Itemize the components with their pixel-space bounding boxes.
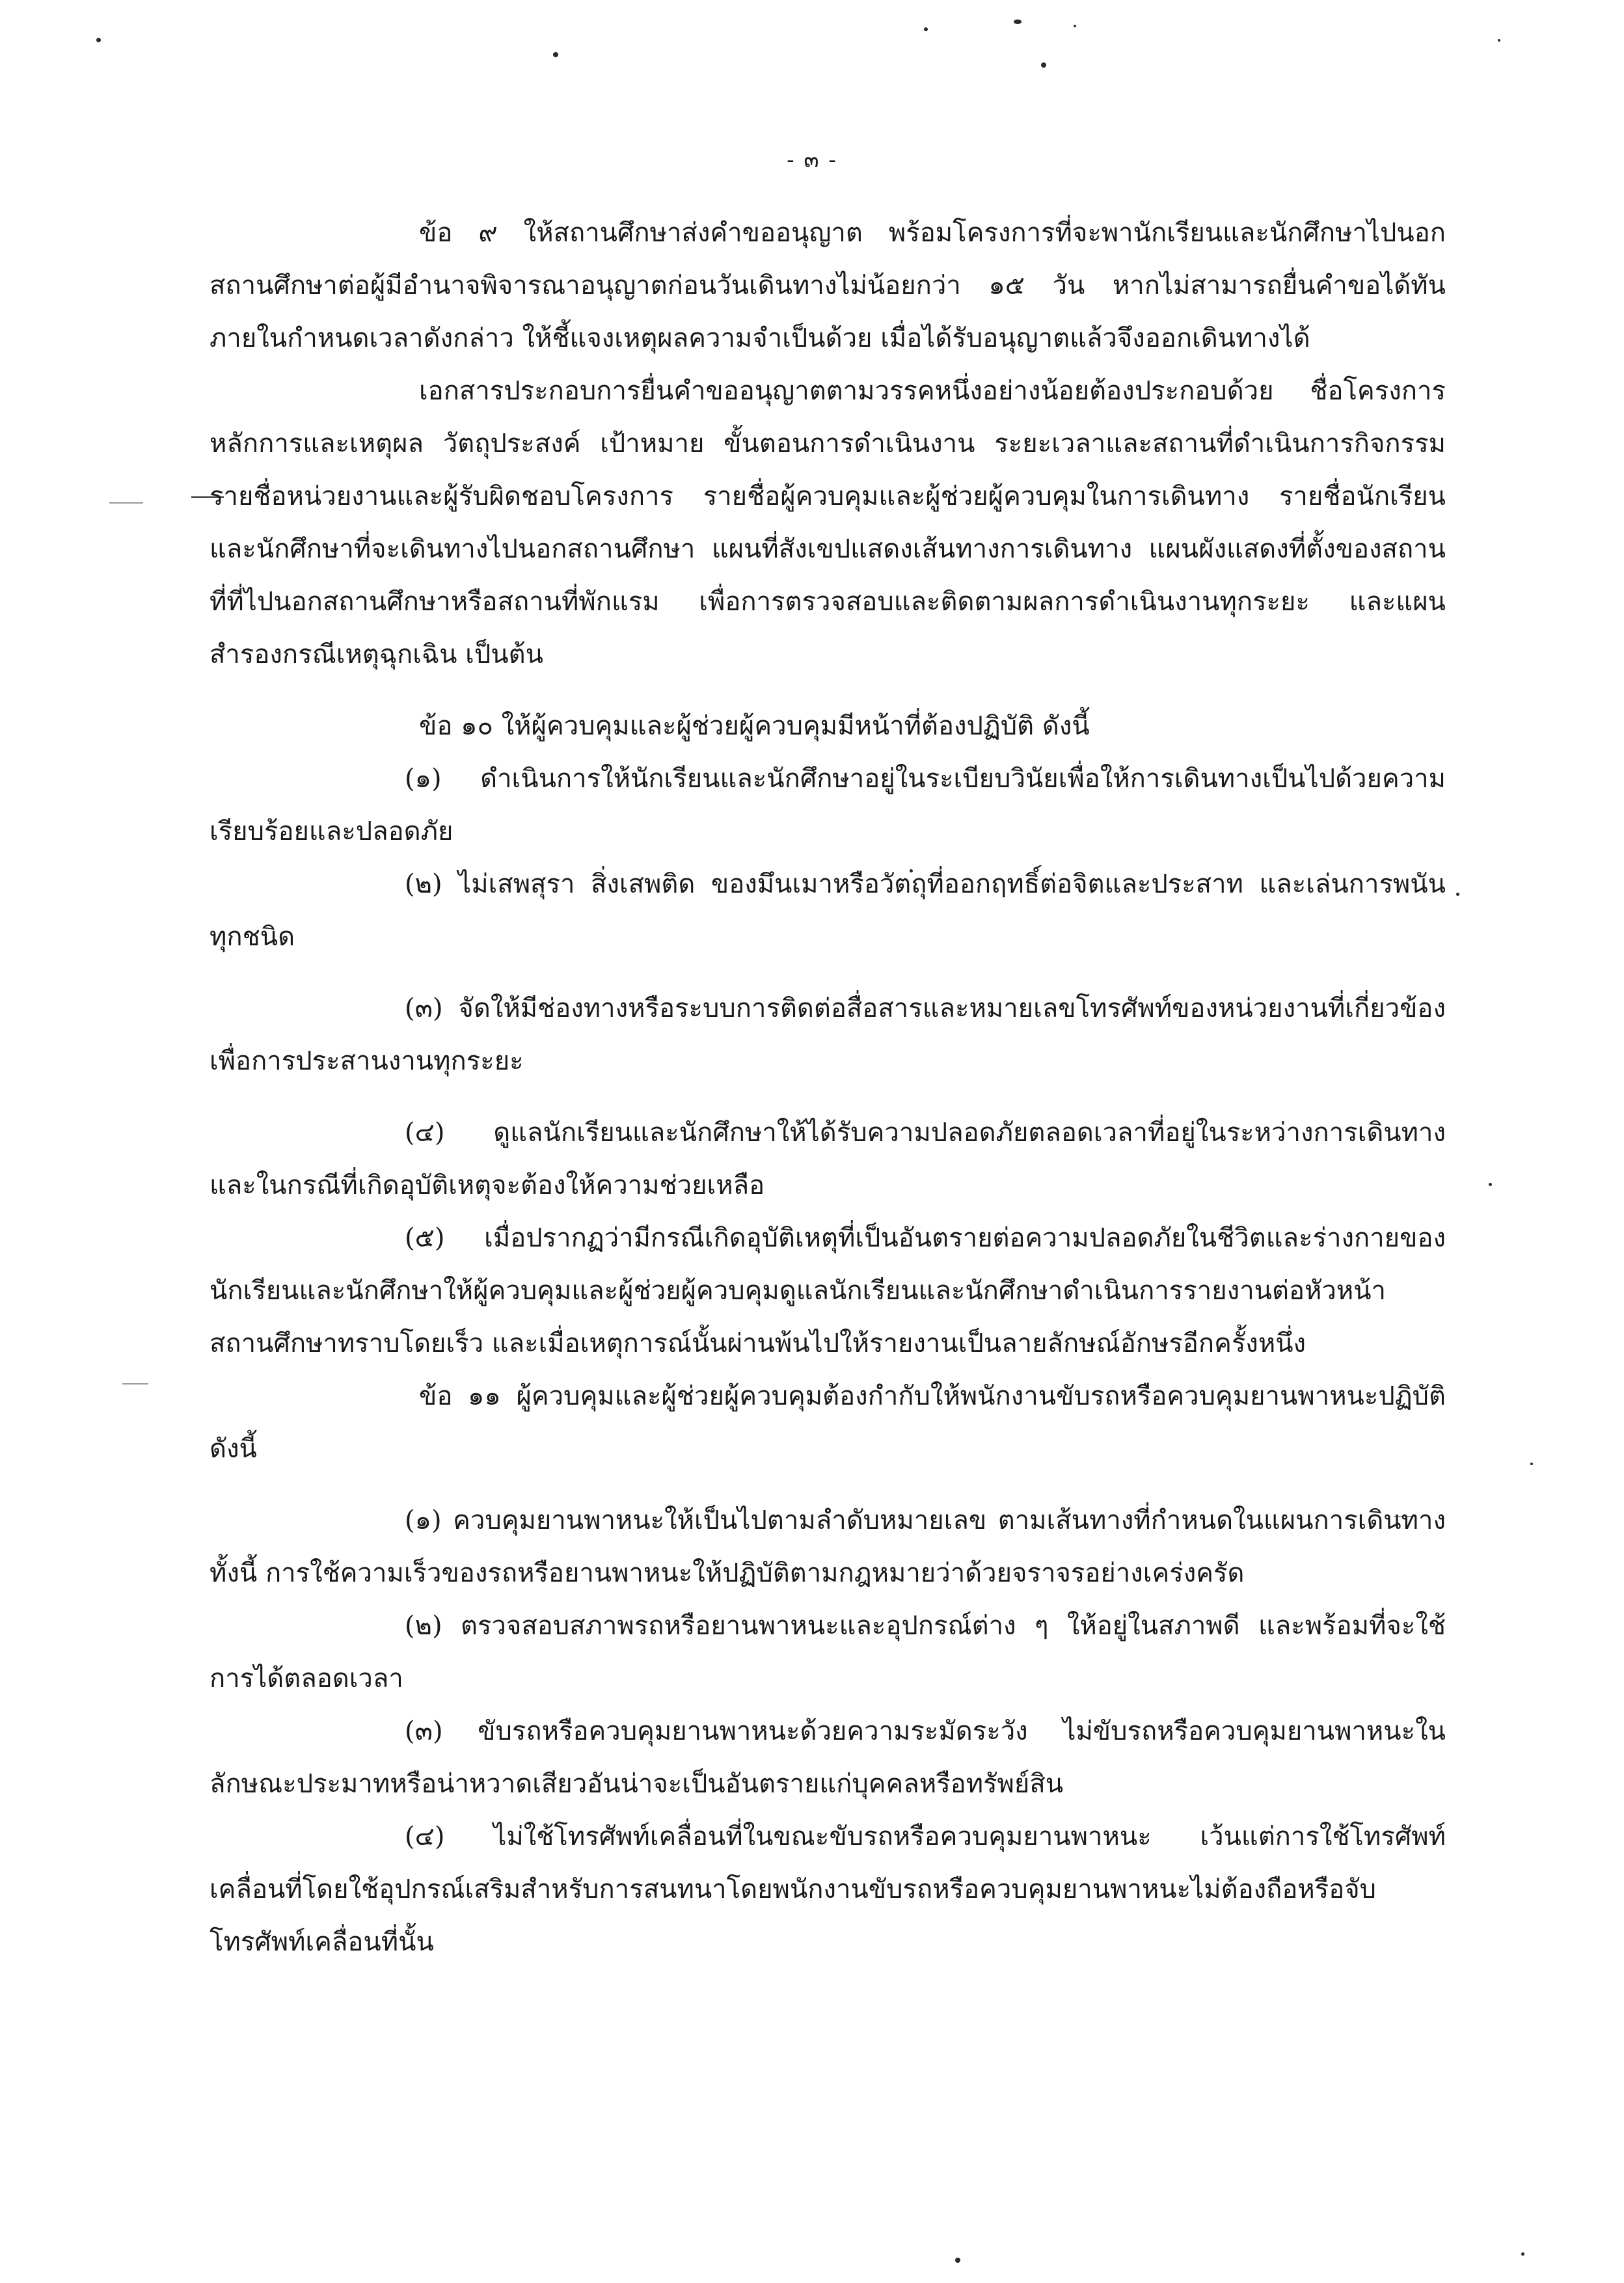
clause-11-item-1: (๑) ควบคุมยานพาหนะให้เป็นไปตามลำดับหมายเลข ตามเส้นทางที่กำหนดในแผนการเดินทาง ทั้งนี้ การใช้ความเร็วของรถหรือยานพาหนะให้ปฏิบัติตามกฎหมายว่าด้วยจราจรอย่างเคร่งครัด	[210, 1506, 1446, 1588]
scan-speck	[1498, 39, 1500, 42]
clause-10-heading: ข้อ ๑๐ ให้ผู้ควบคุมและผู้ช่วยผู้ควบคุมมีหน้าที่ต้องปฏิบัติ ดังนี้	[419, 711, 1090, 741]
scan-speck	[1489, 1183, 1492, 1186]
clause-10-item-5: (๕) เมื่อปรากฏว่ามีกรณีเกิดอุบัติเหตุที่เป็นอันตรายต่อความปลอดภัยในชีวิตและร่างกายของนักเรียนและนักศึกษาให้ผู้ควบคุมและผู้ช่วยผู้ควบคุมดูแลนักเรียนและนักศึกษาดำเนินการรายงานต่อหัวหน้าสถานศึกษาทราบโดยเร็ว และเมื่อเหตุการณ์นั้นผ่านพ้นไปให้รายงานเป็นลายลักษณ์อักษรอีกครั้งหนึ่ง	[210, 1223, 1446, 1358]
clause-11-item-3: (๓) ขับรถหรือควบคุมยานพาหนะด้วยความระมัดระวัง ไม่ขับรถหรือควบคุมยานพาหนะในลักษณะประมาทหรือน่าหวาดเสียวอันน่าจะเป็นอันตรายแก่บุคคลหรือทรัพย์สิน	[210, 1716, 1446, 1799]
required-documents-paragraph: เอกสารประกอบการยื่นคำขออนุญาตตามวรรคหนึ่งอย่างน้อยต้องประกอบด้วย ชื่อโครงการ หลักการและเหตุผล วัตถุประสงค์ เป้าหมาย ขั้นตอนการดำเนินงาน ระยะเวลาและสถานที่ดำเนินการกิจกรรม รายชื่อหน่วยงานและผู้รับผิดชอบโครงการ รายชื่อผู้ควบคุมและผู้ช่วยผู้ควบคุมในการเดินทาง รายชื่อนักเรียนและนักศึกษาที่จะเดินทางไปนอกสถานศึกษา แผนที่สังเขปแสดงเส้นทางการเดินทาง แผนผังแสดงที่ตั้งของสถานที่ที่ไปนอกสถานศึกษาหรือสถานที่พักแรม เพื่อการตรวจสอบและติดตามผลการดำเนินงานทุกระยะ และแผนสำรองกรณีเหตุฉุกเฉิน เป็นต้น	[210, 376, 1446, 669]
scan-speck	[1041, 62, 1046, 68]
scan-speck	[553, 52, 558, 57]
scan-speck	[1530, 1463, 1533, 1465]
scan-speck	[1456, 893, 1459, 896]
scan-smudge	[122, 1383, 148, 1385]
clause-10-item-3: (๓) จัดให้มีช่องทางหรือระบบการติดต่อสื่อสารและหมายเลขโทรศัพท์ของหน่วยงานที่เกี่ยวข้องเพื่อการประสานงานทุกระยะ	[210, 993, 1446, 1076]
clause-10-item-4: (๔) ดูแลนักเรียนและนักศึกษาให้ได้รับความปลอดภัยตลอดเวลาที่อยู่ในระหว่างการเดินทางและในกรณีที่เกิดอุบัติเหตุจะต้องให้ความช่วยเหลือ	[210, 1118, 1446, 1200]
scan-speck	[955, 2258, 960, 2263]
clause-11-item-4: (๔) ไม่ใช้โทรศัพท์เคลื่อนที่ในขณะขับรถหรือควบคุมยานพาหนะ เว้นแต่การใช้โทรศัพท์เคลื่อนที่โดยใช้อุปกรณ์เสริมสำหรับการสนทนาโดยพนักงานขับรถหรือควบคุมยานพาหนะไม่ต้องถือหรือจับโทรศัพท์เคลื่อนที่นั้น	[210, 1822, 1446, 1957]
clause-10-item-1: (๑) ดำเนินการให้นักเรียนและนักศึกษาอยู่ในระเบียบวินัยเพื่อให้การเดินทางเป็นไปด้วยความเรียบร้อยและปลอดภัย	[210, 764, 1446, 846]
scan-speck	[1014, 20, 1022, 24]
document-body	[210, 207, 1446, 1969]
scan-speck	[924, 27, 928, 31]
scan-speck	[96, 38, 101, 42]
clause-11-heading: ข้อ ๑๑ ผู้ควบคุมและผู้ช่วยผู้ควบคุมต้องกำกับให้พนักงานขับรถหรือควบคุมยานพาหนะปฏิบัติ ดังนี้	[210, 1381, 1446, 1464]
page-number: - ๓ -	[787, 147, 837, 173]
clause-11-item-2: (๒) ตรวจสอบสภาพรถหรือยานพาหนะและอุปกรณ์ต่าง ๆ ให้อยู่ในสภาพดี และพร้อมที่จะใช้การได้ตลอดเวลา	[210, 1611, 1446, 1694]
clause-10-item-2: (๒) ไม่เสพสุรา สิ่งเสพติด ของมึนเมาหรือวัตถุที่ออกฤทธิ์ต่อจิตและประสาท และเล่นการพนันทุกชนิด	[210, 869, 1446, 952]
scan-speck	[1521, 2252, 1524, 2256]
scan-smudge	[109, 502, 143, 504]
scan-speck	[1074, 25, 1076, 27]
clause-9-paragraph: ข้อ ๙ ให้สถานศึกษาส่งคำขออนุญาต พร้อมโครงการที่จะพานักเรียนและนักศึกษาไปนอกสถานศึกษาต่อผู้มีอำนาจพิจารณาอนุญาตก่อนวันเดินทางไม่น้อยกว่า ๑๕ วัน หากไม่สามารถยื่นคำขอได้ทันภายในกำหนดเวลาดังกล่าว ให้ชี้แจงเหตุผลความจำเป็นด้วย เมื่อได้รับอนุญาตแล้วจึงออกเดินทางได้	[210, 218, 1446, 353]
